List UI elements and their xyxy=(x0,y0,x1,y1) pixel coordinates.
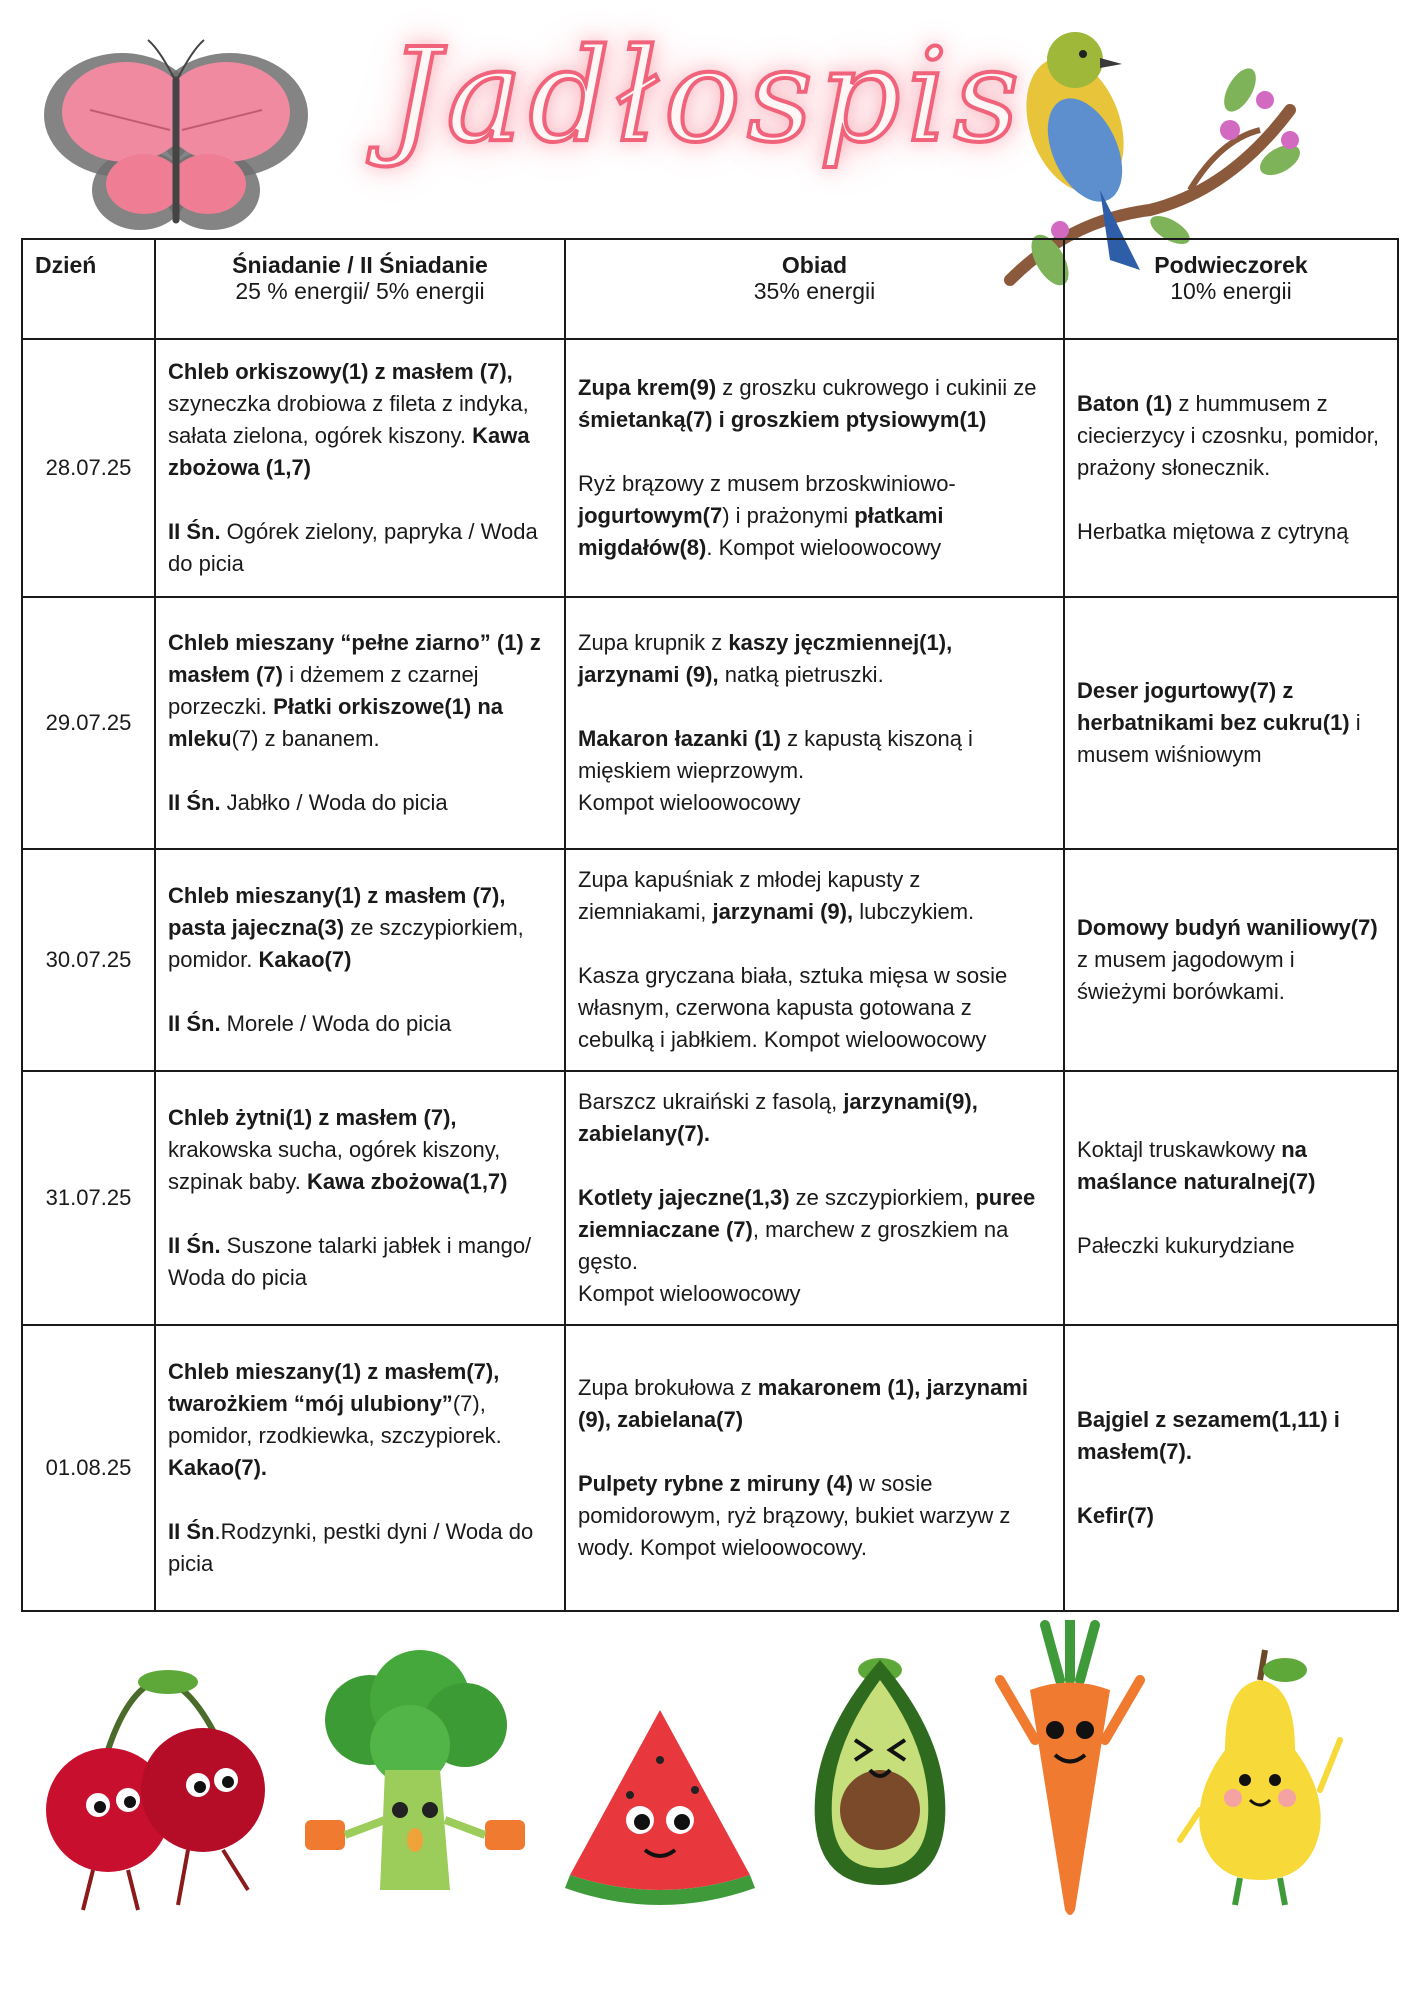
lunch-text: Pulpety rybne z miruny (4) xyxy=(578,1471,854,1496)
breakfast-text: krakowska sucha, ogórek kiszony, szpinak baby. xyxy=(168,1137,501,1194)
snack-text: Koktajl truskawkowy xyxy=(1077,1137,1282,1162)
lunch-text: Kompot wieloowocowy xyxy=(578,1281,801,1306)
lunch-text: . Kompot wieloowocowy xyxy=(706,535,942,560)
second-breakfast-label: II Śn. xyxy=(168,519,221,544)
lunch-cell xyxy=(565,597,1064,849)
snack-text: Bajgiel z sezamem(1,11) i masłem(7). xyxy=(1077,1407,1340,1464)
cherries-icon xyxy=(38,1660,288,1920)
table-row xyxy=(22,597,1398,849)
snack-cell xyxy=(1064,597,1398,849)
lunch-cell xyxy=(565,849,1064,1071)
snack-text: Pałeczki kukurydziane xyxy=(1077,1233,1295,1258)
header-snack-energy: 10% energii xyxy=(1170,278,1292,304)
breakfast-text: Chleb orkiszowy(1) z masłem (7), xyxy=(168,359,513,384)
menu-table xyxy=(21,238,1399,1612)
lunch-text: Barszcz ukraiński z fasolą, xyxy=(578,1089,844,1114)
snack-cell xyxy=(1064,339,1398,597)
header-breakfast-energy: 25 % energii/ 5% energii xyxy=(235,278,485,304)
breakfast-text: Chleb mieszany(1) z masłem(7), twarożkiem “mój ulubiony” xyxy=(168,1359,500,1416)
snack-text: Baton (1) xyxy=(1077,391,1173,416)
lunch-text: makaronem (1), jarzynami (9), zabielana(7) xyxy=(578,1375,1028,1432)
lunch-cell xyxy=(565,339,1064,597)
lunch-text: kaszy jęczmiennej(1), jarzynami (9), xyxy=(578,630,953,687)
snack-text: i musem wiśniowym xyxy=(1077,710,1361,767)
lunch-text: ) i prażonymi xyxy=(722,503,855,528)
snack-text: Domowy budyń waniliowy(7) xyxy=(1077,915,1378,940)
breakfast-text: ze szczypiorkiem, pomidor. xyxy=(168,915,524,972)
lunch-text: z groszku cukrowego i cukinii ze xyxy=(716,375,1037,400)
table-row xyxy=(22,1325,1398,1611)
lunch-text: , marchew z groszkiem na gęsto. xyxy=(578,1217,1009,1274)
table-row xyxy=(22,849,1398,1071)
breakfast-cell xyxy=(155,339,565,597)
broccoli-icon xyxy=(300,1650,530,1900)
pear-icon xyxy=(1175,1640,1345,1910)
lunch-text: Kompot wieloowocowy xyxy=(578,790,801,815)
snack-cell xyxy=(1064,849,1398,1071)
lunch-text: puree ziemniaczane (7) xyxy=(578,1185,1036,1242)
day-date: 29.07.25 xyxy=(22,597,155,849)
lunch-text: Kasza gryczana biała, sztuka mięsa w sosie własnym, czerwona kapusta gotowana z cebulką i jabłkiem. Kompot wieloowocowy xyxy=(578,963,1008,1052)
lunch-text: jarzynami(9), zabielany(7). xyxy=(578,1089,978,1146)
lunch-text: z kapustą kiszoną i mięskiem wieprzowym. xyxy=(578,726,973,783)
breakfast-text: i dżemem z czarnej porzeczki. xyxy=(168,662,479,719)
lunch-text: Zupa kapuśniak z młodej kapusty z ziemniakami, xyxy=(578,867,921,924)
lunch-text: Makaron łazanki (1) xyxy=(578,726,781,751)
snack-cell xyxy=(1064,1325,1398,1611)
header-lunch xyxy=(565,239,1064,339)
second-breakfast-text: Ogórek zielony, papryka / Woda do picia xyxy=(168,519,538,576)
lunch-text: w sosie pomidorowym, ryż brązowy, bukiet warzyw z wody. Kompot wieloowocowy. xyxy=(578,1471,1011,1560)
snack-text: z musem jagodowym i świeżymi borówkami. xyxy=(1077,947,1295,1004)
header-snack xyxy=(1064,239,1398,339)
butterfly-icon xyxy=(30,20,320,250)
breakfast-text: (7) z bananem. xyxy=(231,726,380,751)
lunch-text: Zupa krem(9) xyxy=(578,375,717,400)
lunch-text: Ryż brązowy z musem brzoskwiniowo- xyxy=(578,471,956,496)
header-breakfast-title: Śniadanie / II Śniadanie xyxy=(232,252,488,278)
header-snack-title: Podwieczorek xyxy=(1154,252,1308,278)
lunch-text: płatkami migdałów(8) xyxy=(578,503,944,560)
lunch-cell xyxy=(565,1071,1064,1325)
header-lunch-title: Obiad xyxy=(781,252,848,278)
breakfast-text: Kakao(7) xyxy=(258,947,352,972)
carrot-icon xyxy=(990,1620,1150,1940)
second-breakfast-label: II Śn. xyxy=(168,1011,221,1036)
breakfast-text: Kakao(7). xyxy=(168,1455,268,1480)
second-breakfast-label: II Śn xyxy=(168,1519,215,1544)
page-title: Jadłospis xyxy=(388,22,1026,171)
breakfast-text: Kawa zbożowa(1,7) xyxy=(307,1169,508,1194)
breakfast-text: Płatki orkiszowe(1) na mleku xyxy=(168,694,504,751)
second-breakfast-text: Morele / Woda do picia xyxy=(220,1011,452,1036)
header-lunch-energy: 35% energii xyxy=(753,278,876,304)
breakfast-cell xyxy=(155,1325,565,1611)
breakfast-text: Chleb mieszany(1) z masłem (7), pasta jajeczna(3) xyxy=(168,883,506,940)
snack-text: na maślance naturalnej(7) xyxy=(1077,1137,1316,1194)
header-row xyxy=(22,239,1398,339)
second-breakfast-label: II Śn. xyxy=(168,790,221,815)
watermelon-icon xyxy=(560,1700,760,1920)
day-date: 30.07.25 xyxy=(22,849,155,1071)
day-date: 28.07.25 xyxy=(22,339,155,597)
lunch-text: ze szczypiorkiem, xyxy=(789,1185,976,1210)
snack-text: Deser jogurtowy(7) z herbatnikami bez cukru(1) xyxy=(1077,678,1350,735)
lunch-text: Kotlety jajeczne(1,3) xyxy=(578,1185,790,1210)
lunch-text: Zupa krupnik z xyxy=(578,630,729,655)
breakfast-text: szyneczka drobiowa z fileta z indyka, sałata zielona, ogórek kiszony. xyxy=(168,391,529,448)
snack-text: Kefir(7) xyxy=(1077,1503,1155,1528)
second-breakfast-text: .Rodzynki, pestki dyni / Woda do picia xyxy=(168,1519,534,1576)
lunch-text: Zupa brokułowa z xyxy=(578,1375,758,1400)
day-date: 01.08.25 xyxy=(22,1325,155,1611)
breakfast-text: Kawa zbożowa (1,7) xyxy=(168,423,530,480)
breakfast-text: (7), pomidor, rzodkiewka, szczypiorek. xyxy=(168,1391,502,1448)
snack-text: z hummusem z ciecierzycy i czosnku, pomidor, prażony słonecznik. xyxy=(1077,391,1379,480)
table-row xyxy=(22,339,1398,597)
breakfast-text: Chleb mieszany “pełne ziarno” (1) z masłem (7) xyxy=(168,630,541,687)
lunch-text: lubczykiem. xyxy=(853,899,975,924)
header-breakfast xyxy=(155,239,565,339)
lunch-cell xyxy=(565,1325,1064,1611)
snack-text: Herbatka miętowa z cytryną xyxy=(1077,519,1349,544)
table-row xyxy=(22,1071,1398,1325)
lunch-text: jogurtowym(7 xyxy=(578,503,723,528)
header-day: Dzień xyxy=(22,239,155,339)
second-breakfast-label: II Śn. xyxy=(168,1233,221,1258)
breakfast-text: Chleb żytni(1) z masłem (7), xyxy=(168,1105,457,1130)
lunch-text: jarzynami (9), xyxy=(712,899,854,924)
breakfast-cell xyxy=(155,1071,565,1325)
second-breakfast-text: Jabłko / Woda do picia xyxy=(220,790,448,815)
day-date: 31.07.25 xyxy=(22,1071,155,1325)
breakfast-cell xyxy=(155,597,565,849)
snack-cell xyxy=(1064,1071,1398,1325)
lunch-text: śmietanką(7) i groszkiem ptysiowym(1) xyxy=(578,407,987,432)
breakfast-cell xyxy=(155,849,565,1071)
avocado-icon xyxy=(790,1630,970,1920)
lunch-text: natką pietruszki. xyxy=(718,662,884,687)
second-breakfast-text: Suszone talarki jabłek i mango/ Woda do picia xyxy=(168,1233,532,1290)
